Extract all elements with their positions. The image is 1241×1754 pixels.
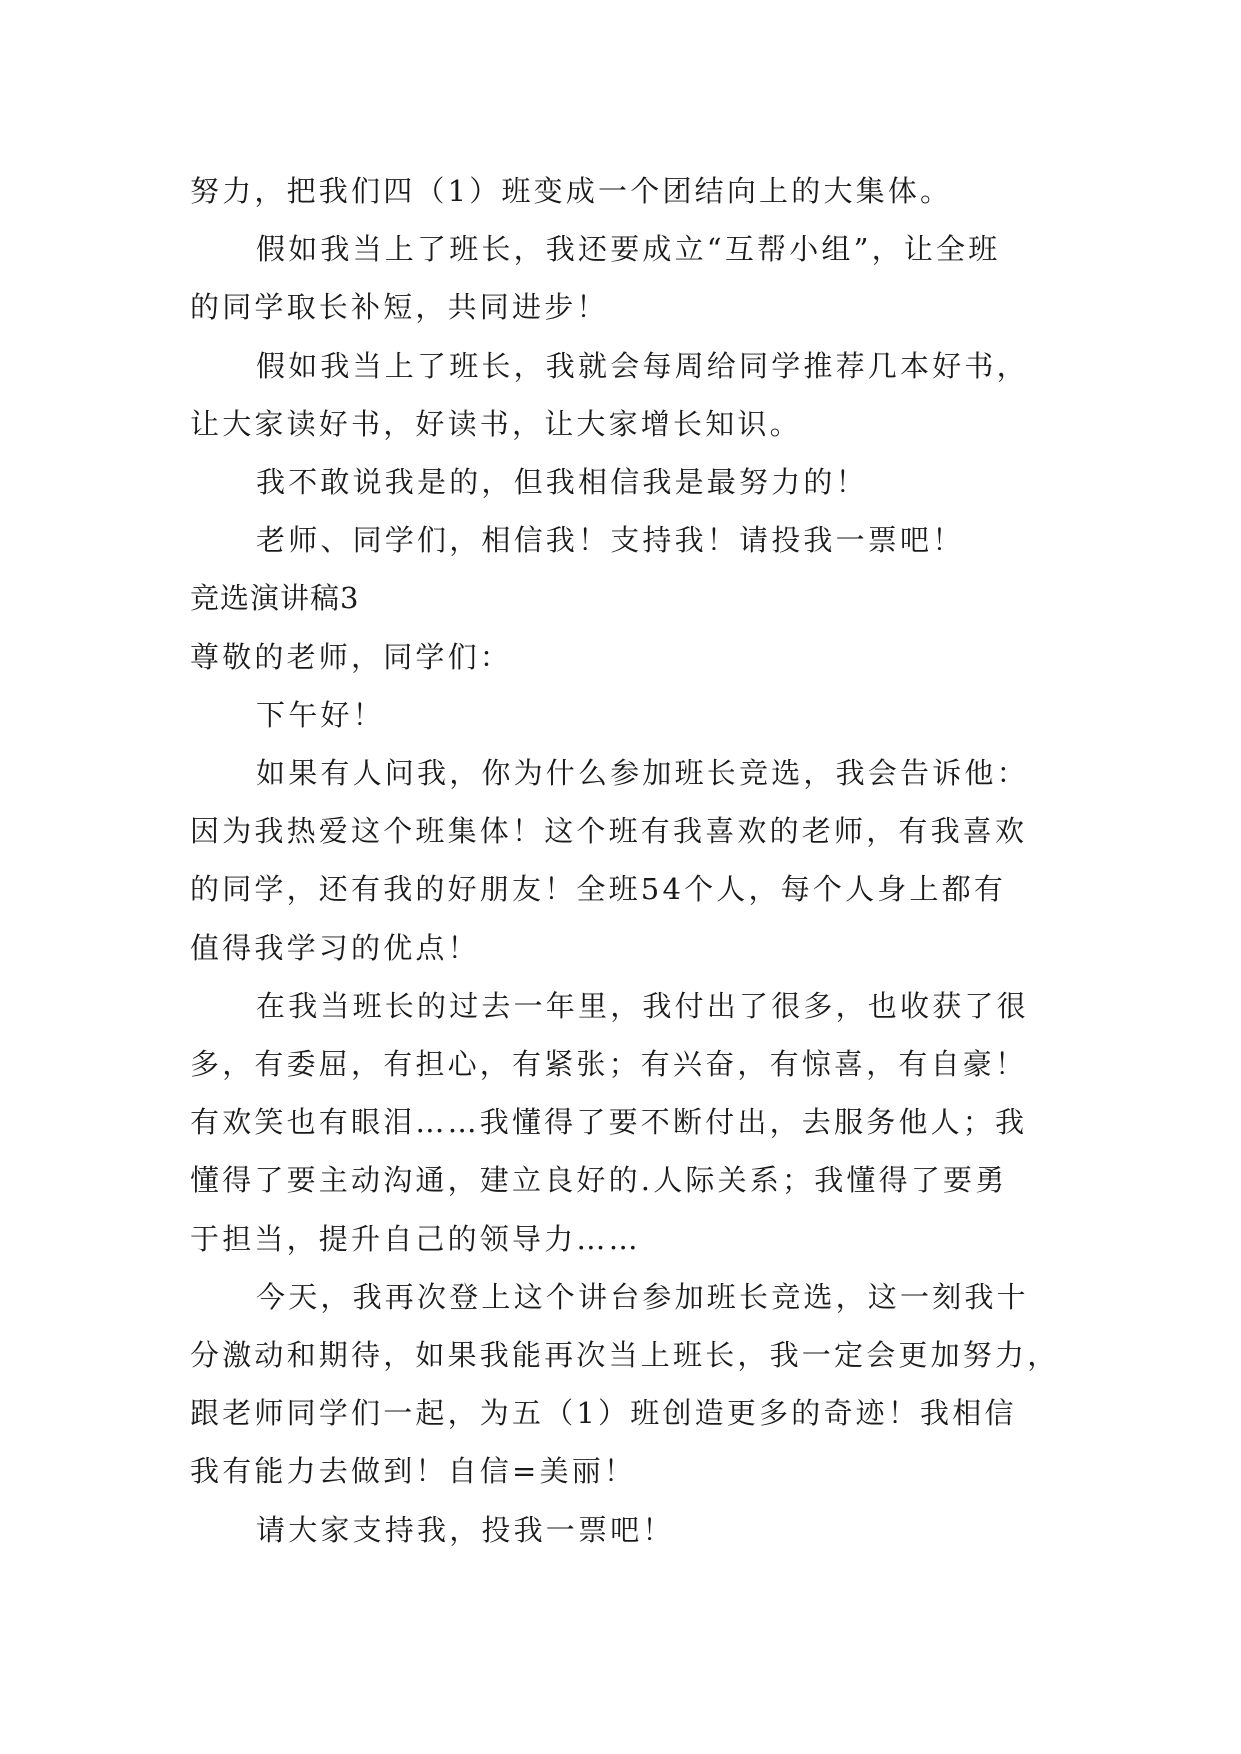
text-line: 假如我当上了班长，我就会每周给同学推荐几本好书， [256, 348, 1029, 383]
text-line: 我有能力去做到！自信=美丽！ [190, 1454, 637, 1489]
text-line: 值得我学习的优点！ [190, 930, 480, 965]
text-line: 让大家读好书，好读书，让大家增长知识。 [190, 406, 802, 441]
greeting: 下午好！ [256, 697, 385, 732]
closing-line: 请大家支持我，投我一票吧！ [256, 1512, 675, 1547]
text-line: 假如我当上了班长，我还要成立“互帮小组”，让全班 [256, 232, 1001, 267]
text-line: 因为我热爱这个班集体！这个班有我喜欢的老师，有我喜欢 [190, 814, 1028, 849]
salutation: 尊敬的老师，同学们： [190, 639, 513, 674]
text-line: 懂得了要主动沟通，建立良好的.人际关系；我懂得了要勇 [190, 1163, 1008, 1198]
text-line: 在我当班长的过去一年里，我付出了很多，也收获了很 [256, 988, 1029, 1023]
text-line: 跟老师同学们一起，为五（1）班创造更多的奇迹！我相信 [190, 1396, 1017, 1431]
text-line: 多，有委屈，有担心，有紧张；有兴奋，有惊喜，有自豪！ [190, 1047, 1028, 1082]
section-heading: 竞选演讲稿3 [190, 581, 360, 616]
text-line: 老师、同学们，相信我！支持我！请投我一票吧！ [256, 523, 965, 558]
text-line: 的同学，还有我的好朋友！全班54个人，每个人身上都有 [190, 872, 1007, 907]
text-line: 的同学取长补短，共同进步！ [190, 290, 609, 325]
text-line: 努力，把我们四（1）班变成一个团结向上的大集体。 [190, 174, 953, 208]
text-line: 有欢笑也有眼泪……我懂得了要不断付出，去服务他人；我 [190, 1105, 1028, 1140]
text-line: 我不敢说我是的，但我相信我是最努力的！ [256, 465, 868, 500]
text-line: 如果有人问我，你为什么参加班长竞选，我会告诉他： [256, 756, 1029, 791]
text-line: 于担当，提升自己的领导力…… [190, 1221, 641, 1256]
text-line: 今天，我再次登上这个讲台参加班长竞选，这一刻我十 [256, 1279, 1029, 1314]
text-line: 分激动和期待，如果我能再次当上班长，我一定会更加努力， [190, 1338, 1060, 1373]
